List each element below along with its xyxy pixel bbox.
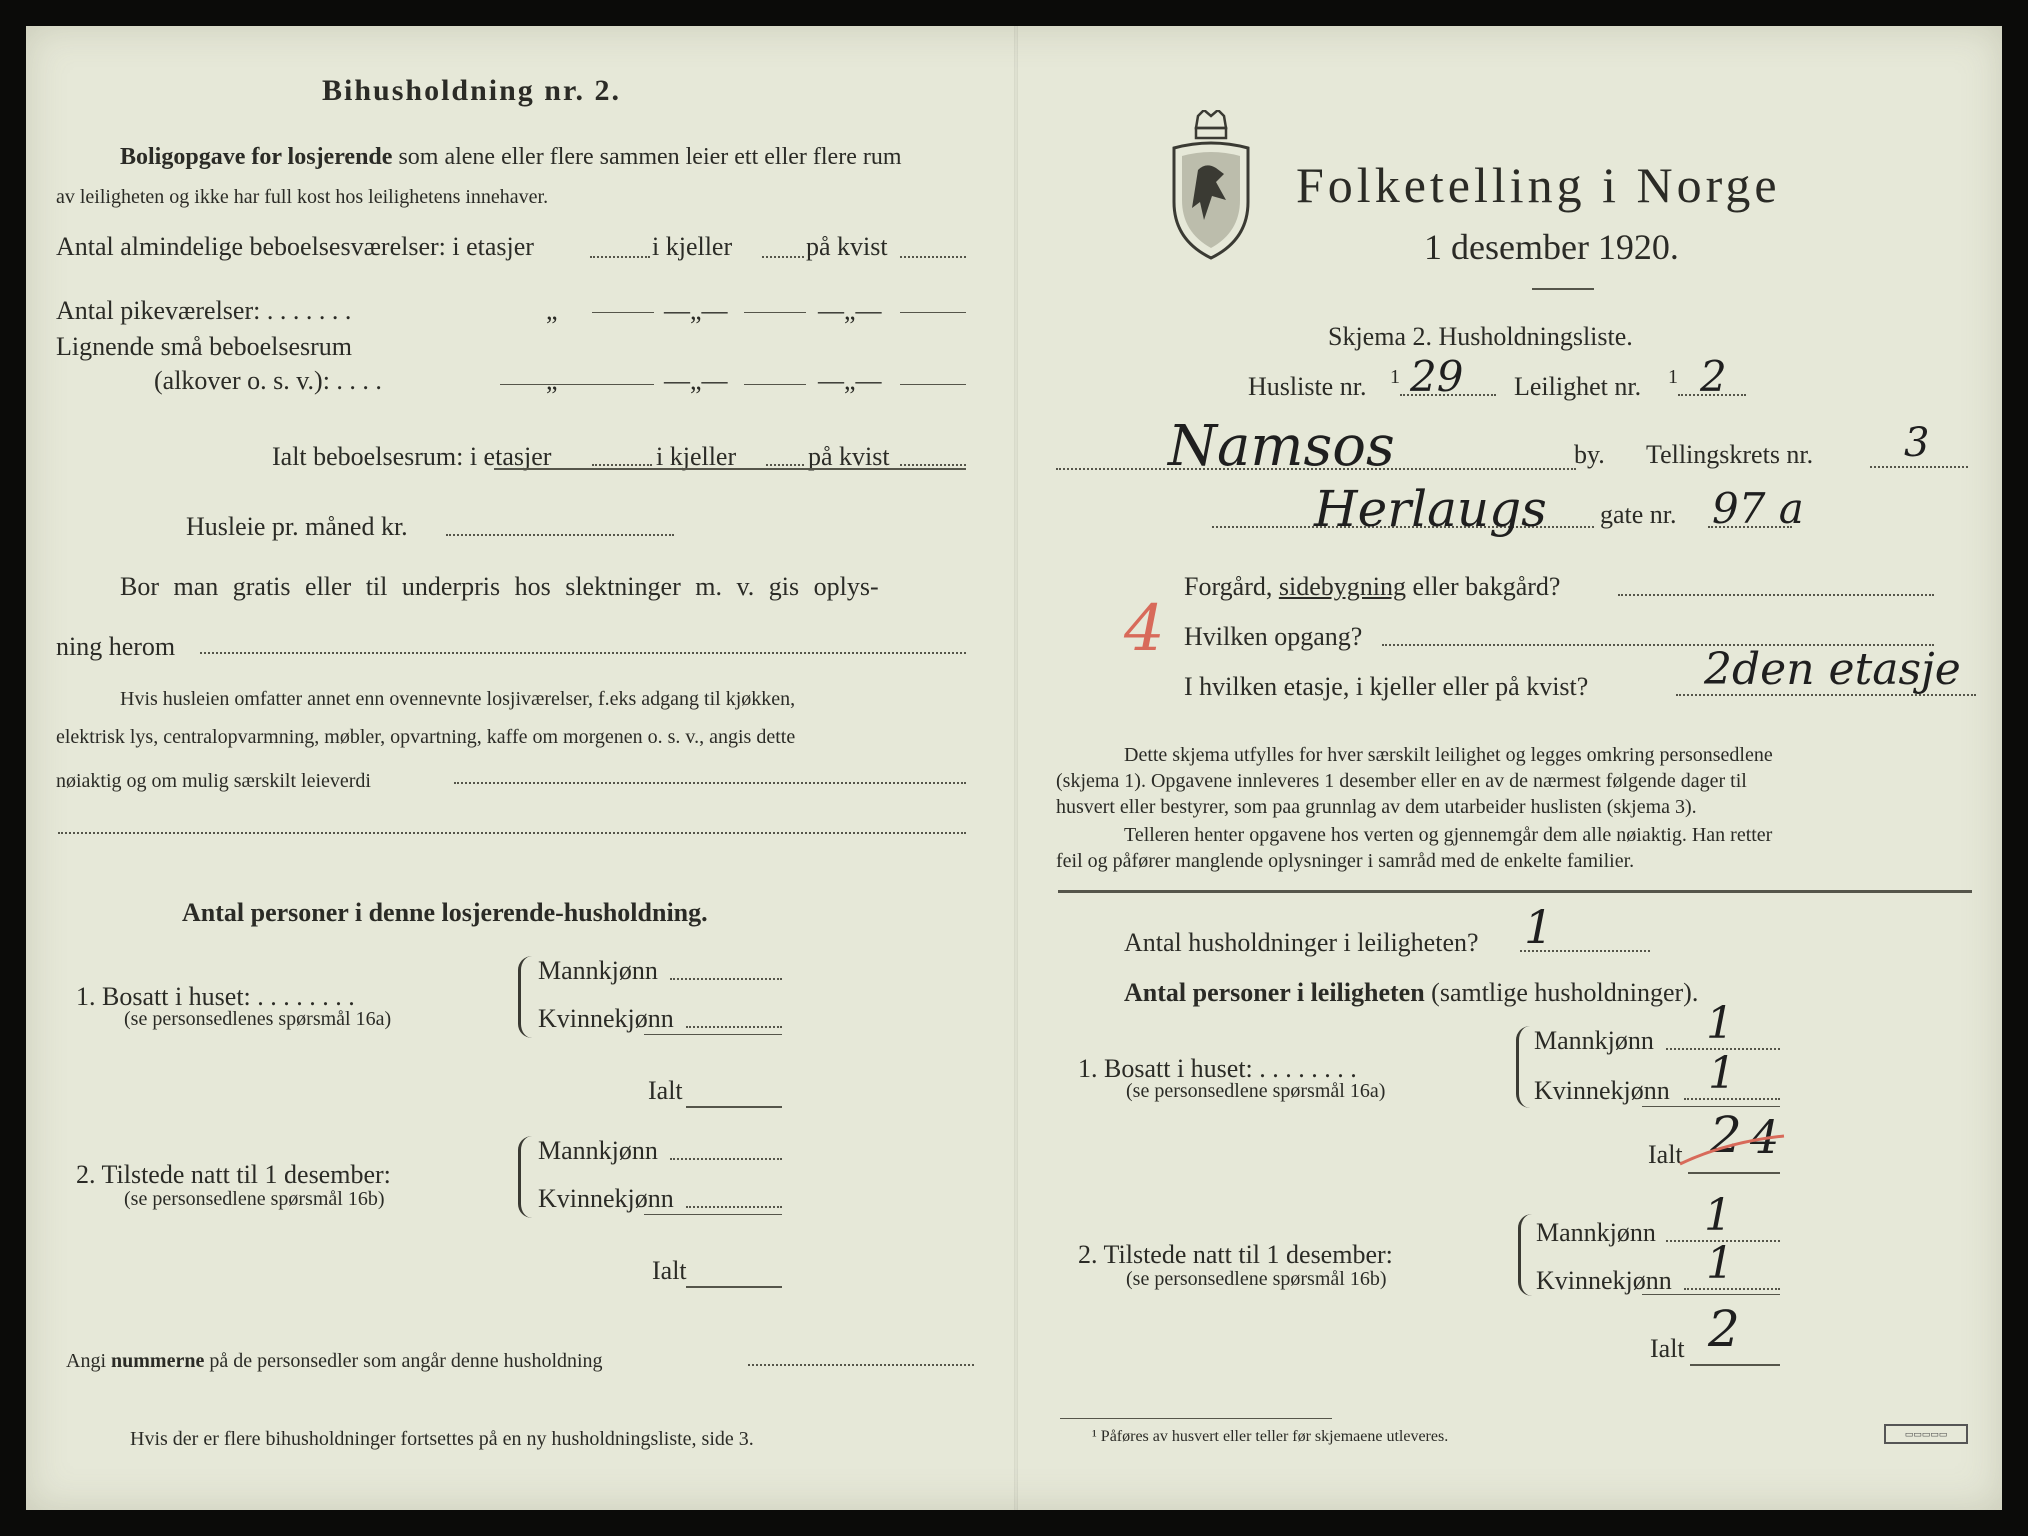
right-bosatt-kvinne: Kvinnekjønn xyxy=(1534,1076,1670,1105)
left-bosatt-kvinne: Kvinnekjønn xyxy=(538,1004,674,1033)
right-bosatt-sub: (se personsedlene spørsmål 16a) xyxy=(1126,1080,1386,1102)
angi-text-2: på de personsedler som angår denne husholdning xyxy=(204,1350,603,1372)
left-bosatt-ialt-line xyxy=(686,1106,782,1108)
info-line-3: husvert eller bestyrer, som paa grunnlag av dem utarbeider huslisten (skjema 3). xyxy=(1056,796,1697,818)
right-tilstede-mann: Mannkjønn xyxy=(1536,1218,1656,1247)
etasje-value: 2den etasje xyxy=(1704,644,1961,695)
leilighet-label: Leilighet nr. xyxy=(1514,372,1642,401)
lignende-ditto-1: „ xyxy=(546,366,558,395)
forgard-underlined: sidebygning xyxy=(1278,572,1406,601)
left-tilstede: 2. Tilstede natt til 1 desember: xyxy=(76,1160,391,1189)
pike-label: Antal pikeværelser: . . . . . . . xyxy=(56,296,352,325)
red-strike-icon xyxy=(1676,1130,1788,1170)
ialt-rum-underline xyxy=(494,468,966,470)
info-line-2: (skjema 1). Opgavene innleveres 1 desember eller en av de nærmest følgende dager til xyxy=(1056,770,1747,792)
left-tilstede-ialt: Ialt xyxy=(652,1256,687,1285)
ialt-rum-label: Ialt beboelsesrum: i etasjer xyxy=(272,442,552,471)
rooms-kjeller-dots xyxy=(762,256,804,258)
right-tilstede-kvinne: Kvinnekjønn xyxy=(1536,1266,1672,1295)
gate-value: 97 a xyxy=(1712,484,1804,533)
krets-label: Tellingskrets nr. xyxy=(1646,440,1814,469)
gate-label: gate nr. xyxy=(1600,500,1677,529)
angi-line xyxy=(66,1350,603,1373)
forgard-line xyxy=(1184,572,1560,602)
left-bosatt-kvinne-dots xyxy=(686,1026,782,1028)
husliste-sup: 1 xyxy=(1390,366,1400,388)
husleie-label: Husleie pr. måned kr. xyxy=(186,512,408,541)
intro-line-2: av leiligheten og ikke har full kost hos leilighetens innehaver. xyxy=(56,186,549,208)
right-title: Folketelling i Norge xyxy=(1296,157,1781,213)
gratis-line-2: ning herom xyxy=(56,632,176,661)
left-bosatt-mann: Mannkjønn xyxy=(538,956,658,985)
right-footnote: ¹ Påføres av husvert eller teller før skjemaene utleveres. xyxy=(1092,1428,1449,1445)
pike-ditto-2: —„— xyxy=(664,296,728,325)
left-tilstede-sub: (se personsedlene spørsmål 16b) xyxy=(124,1188,385,1210)
lignende-line-1 xyxy=(500,384,654,385)
right-tilstede-ialt-line xyxy=(1690,1364,1780,1366)
right-bosatt-ialt-value: 2 xyxy=(1710,1106,1742,1164)
right-tilstede-line xyxy=(1642,1294,1780,1295)
rooms-kjeller: i kjeller xyxy=(652,232,733,261)
right-tilstede: 2. Tilstede natt til 1 desember: xyxy=(1078,1240,1393,1269)
krets-dots xyxy=(1870,466,1968,468)
pike-line-1 xyxy=(592,312,654,313)
hvis-line-2: elektrisk lys, centralopvarmning, møbler, opvartning, kaffe om morgenen o. s. v., angis dette xyxy=(56,726,796,748)
ialt-rum-kvist-dots xyxy=(900,464,966,466)
lignende-label-2: (alkover o. s. v.): . . . . xyxy=(154,366,382,395)
right-bosatt-ialt: Ialt xyxy=(1648,1140,1683,1169)
rooms-label: Antal almindelige beboelsesværelser: i etasjer xyxy=(56,232,534,261)
right-tilstede-kvinne-value: 1 xyxy=(1706,1238,1734,1289)
left-bosatt-ialt: Ialt xyxy=(648,1076,683,1105)
hvis-dots-2 xyxy=(58,832,966,834)
right-bosatt-ialt-line xyxy=(1688,1172,1780,1174)
right-bosatt-brace xyxy=(1516,1026,1533,1108)
city-value: Namsos xyxy=(1168,414,1395,479)
left-tilstede-kvinne: Kvinnekjønn xyxy=(538,1184,674,1213)
ialt-rum-kjeller-dots xyxy=(766,464,804,466)
pike-line-3 xyxy=(900,312,966,313)
persons-bold: Antal personer i leiligheten xyxy=(1124,978,1425,1007)
left-tilstede-line xyxy=(644,1214,782,1215)
ialt-rum-kjeller: i kjeller xyxy=(656,442,737,471)
census-date: 1 desember 1920. xyxy=(1424,227,1679,267)
angi-dots xyxy=(748,1364,974,1366)
intro-bold: Boligopgave for losjerende xyxy=(120,144,393,170)
left-bosatt: 1. Bosatt i huset: . . . . . . . . xyxy=(76,982,355,1011)
ialt-rum-kvist: på kvist xyxy=(808,442,890,471)
right-tilstede-ialt: Ialt xyxy=(1650,1334,1685,1363)
right-persons-heading xyxy=(1124,978,1698,1008)
skjema-label: Skjema 2. Husholdningsliste. xyxy=(1328,322,1633,351)
right-bosatt-mann: Mannkjønn xyxy=(1534,1026,1654,1055)
left-bosatt-brace xyxy=(518,956,535,1038)
etasje-question: I hvilken etasje, i kjeller eller på kvist? xyxy=(1184,672,1589,701)
left-tilstede-ialt-line xyxy=(686,1286,782,1288)
rooms-kvist-dots xyxy=(900,256,966,258)
left-tilstede-brace xyxy=(518,1136,535,1218)
lignende-label-1: Lignende små beboelsesrum xyxy=(56,332,353,361)
angi-bold: nummerne xyxy=(111,1350,205,1372)
angi-text-1: Angi xyxy=(66,1350,111,1372)
left-bosatt-line xyxy=(644,1034,782,1035)
intro-rest: som alene eller flere sammen leier ett eller flere rum xyxy=(392,144,902,170)
leilighet-sup: 1 xyxy=(1668,366,1678,388)
krets-value: 3 xyxy=(1904,420,1930,466)
hvis-dots-1 xyxy=(454,782,966,784)
gratis-dots xyxy=(200,652,966,654)
pike-ditto-3: —„— xyxy=(818,296,882,325)
right-tilstede-ialt-value: 2 xyxy=(1708,1300,1740,1358)
forgard-text-1: Forgård, xyxy=(1184,572,1279,601)
street-value: Herlaugs xyxy=(1314,480,1547,538)
pike-ditto-1: „ xyxy=(546,296,558,325)
left-bosatt-mann-dots xyxy=(670,978,782,980)
opgang-label: Hvilken opgang? xyxy=(1184,622,1363,651)
gratis-line-1: Bor man gratis eller til underpris hos slektninger m. v. gis oplys- xyxy=(120,572,879,601)
husliste-label: Husliste nr. xyxy=(1248,372,1367,401)
left-tilstede-mann-dots xyxy=(670,1158,782,1160)
hvis-line-1: Hvis husleien omfatter annet enn ovennevnte losjiværelser, f.eks adgang til kjøkken, xyxy=(120,688,796,710)
forgard-text-2: eller bakgård? xyxy=(1405,572,1561,601)
forgard-dots xyxy=(1618,594,1934,596)
husliste-value: 29 xyxy=(1410,352,1464,401)
persons-rest: (samtlige husholdninger). xyxy=(1424,978,1699,1007)
hvis-line-3: nøiaktig og om mulig særskilt leieverdi xyxy=(56,770,371,792)
by-label: by. xyxy=(1574,440,1605,469)
title-rule xyxy=(1532,288,1594,290)
right-tilstede-brace xyxy=(1518,1214,1535,1296)
right-bosatt-ialt-struck: 4 xyxy=(1750,1110,1780,1164)
hush-label: Antal husholdninger i leiligheten? xyxy=(1124,928,1479,957)
left-footer: Hvis der er flere bihusholdninger fortsettes på en ny husholdningsliste, side 3. xyxy=(130,1428,754,1450)
info-line-5: feil og påfører manglende oplysninger i samråd med de enkelte familier. xyxy=(1056,850,1635,872)
left-bosatt-sub: (se personsedlenes spørsmål 16a) xyxy=(124,1008,392,1030)
hush-value: 1 xyxy=(1524,900,1554,954)
footnote-rule xyxy=(1060,1418,1332,1419)
info-rule xyxy=(1058,890,1972,893)
right-bosatt-kvinne-value: 1 xyxy=(1708,1048,1736,1099)
lignende-line-3 xyxy=(900,384,966,385)
left-tilstede-mann: Mannkjønn xyxy=(538,1136,658,1165)
lignende-line-2 xyxy=(744,384,806,385)
page-fold xyxy=(1014,26,1018,1510)
info-line-4: Telleren henter opgavene hos verten og gjennemgår dem alle nøiaktig. Han retter xyxy=(1124,824,1773,846)
right-bosatt-mann-value: 1 xyxy=(1706,998,1734,1049)
right-tilstede-sub: (se personsedlene spørsmål 16b) xyxy=(1126,1268,1387,1290)
right-bosatt: 1. Bosatt i huset: . . . . . . . . xyxy=(1078,1054,1357,1083)
pike-line-2 xyxy=(744,312,806,313)
intro-line-1 xyxy=(120,144,902,171)
right-tilstede-mann-value: 1 xyxy=(1704,1190,1732,1241)
husleie-dots xyxy=(446,534,674,536)
red-mark: 4 xyxy=(1124,592,1165,666)
coat-of-arms-icon xyxy=(1168,110,1254,262)
lignende-ditto-2: —„— xyxy=(664,366,728,395)
lignende-ditto-3: —„— xyxy=(818,366,882,395)
left-persons-heading: Antal personer i denne losjerende-husholdning. xyxy=(182,898,708,927)
ialt-rum-etasjer-dots xyxy=(592,464,652,466)
info-line-1: Dette skjema utfylles for hver særskilt leilighet og legges omkring personsedlene xyxy=(1124,744,1773,766)
left-title: Bihusholdning nr. 2. xyxy=(322,74,622,107)
printer-stamp-icon: ▭▭▭▭▭ xyxy=(1884,1424,1968,1444)
rooms-etasjer-dots xyxy=(590,256,650,258)
leilighet-value: 2 xyxy=(1700,352,1727,401)
rooms-kvist: på kvist xyxy=(806,232,888,261)
left-tilstede-kvinne-dots xyxy=(686,1206,782,1208)
